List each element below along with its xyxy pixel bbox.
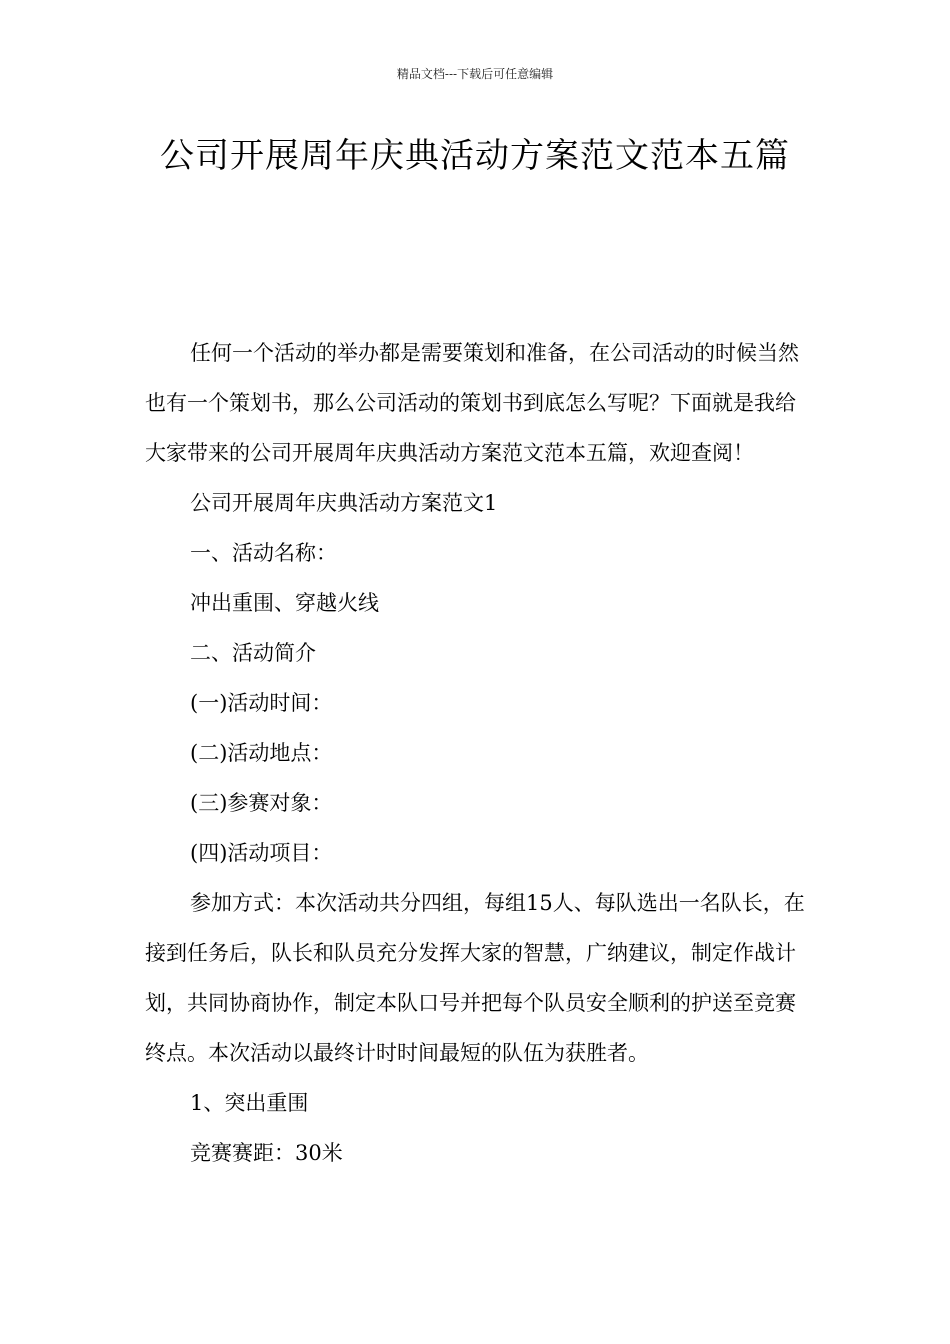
document-title: 公司开展周年庆典活动方案范文范本五篇: [160, 136, 790, 176]
header-note: 精品文档---下载后可任意编辑: [396, 67, 554, 81]
participation-paragraph: 参加方式：本次活动共分四组，每组15人、每队选出一名队长，在接到任务后，队长和队员充分发挥大家的智慧，广纳建议，制定作战计划，共同协商协作，制定本队口号并把每个队员安全顺利的护送至竞赛终点。本次活动以最终计时时间最短的队伍为获胜者。: [145, 891, 805, 1065]
document-body: [145, 328, 810, 1178]
section-title: 公司开展周年庆典活动方案范文1: [190, 491, 498, 515]
race-distance: 竞赛赛距：30米: [190, 1141, 343, 1165]
event-breakout: 1、突出重围: [190, 1091, 309, 1115]
sub-activity-time: (一)活动时间：: [190, 691, 333, 715]
heading-activity-name: 一、活动名称：: [190, 541, 337, 565]
activity-name: 冲出重围、穿越火线: [190, 591, 379, 615]
sub-participants: (三)参赛对象：: [190, 791, 333, 815]
intro-paragraph: 任何一个活动的举办都是需要策划和准备，在公司活动的时候当然也有一个策划书，那么公司活动的策划书到底怎么写呢？下面就是我给大家带来的公司开展周年庆典活动方案范文范本五篇，欢迎查阅！: [145, 341, 799, 465]
sub-activity-items: (四)活动项目：: [190, 841, 333, 865]
sub-activity-location: (二)活动地点：: [190, 741, 333, 765]
heading-activity-intro: 二、活动简介: [190, 641, 316, 665]
